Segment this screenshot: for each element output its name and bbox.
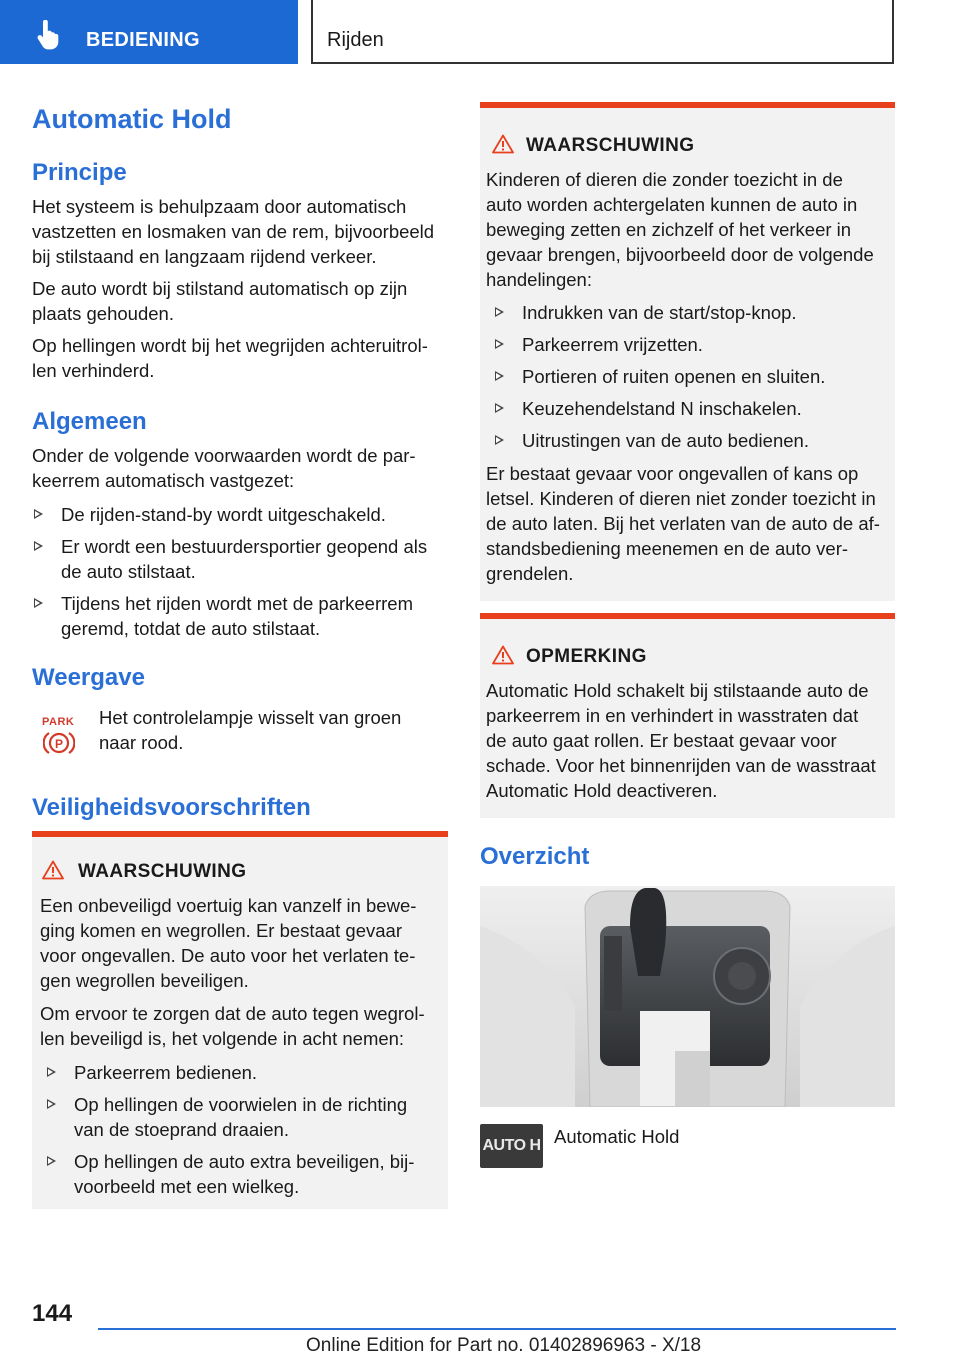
page-number: 144: [32, 1300, 73, 1327]
warning-title: WAARSCHUWING: [78, 861, 247, 882]
page-title: Automatic Hold: [32, 104, 232, 134]
list-item: Keuzehendelstand N inschakelen.: [493, 396, 888, 421]
list-item: Op hellingen de auto extra beveiligen, bij- voorbeeld met een wielkeg.: [45, 1149, 440, 1199]
warning-bullet-list: [45, 1060, 440, 1206]
principe-paragraph-1: Het systeem is behulpzaam door automatisch vastzetten en losmaken van de rem, bijvoorbeeld bij stilstaand en langzaam rijdend verkeer.: [32, 196, 435, 267]
principe-paragraph-3: Op hellingen wordt bij het wegrijden achteruitrol- len verhinderd.: [32, 335, 428, 381]
list-item: Uitrustingen van de auto bedienen.: [493, 428, 888, 453]
note-paragraph: Automatic Hold schakelt bij stilstaande auto de parkeerrem in en verhindert in wasstraten dat de auto gaat rollen. Er bestaat gevaar voor schade. Voor het binnenrijden van de wasstraat Automatic Hold deactiveren.: [486, 680, 876, 801]
footer-divider: [98, 1328, 896, 1330]
heading-principe: Principe: [32, 159, 127, 186]
heading-weergave: Weergave: [32, 664, 145, 691]
algemeen-intro: Onder de volgende voorwaarden wordt de par- keerrem automatisch vastgezet:: [32, 445, 416, 491]
auto-hold-caption: Automatic Hold: [554, 1126, 680, 1147]
list-item: Portieren of ruiten openen en sluiten.: [493, 364, 888, 389]
warning-paragraph-2: Om ervoor te zorgen dat de auto tegen wegrol- len beveiligd is, het volgende in acht nemen:: [40, 1003, 425, 1049]
warning-bullet-list: [493, 300, 888, 460]
svg-text:P: P: [54, 737, 64, 751]
heading-algemeen: Algemeen: [32, 408, 147, 435]
list-item: Op hellingen de voorwielen in de richting van de stoeprand draaien.: [45, 1092, 440, 1142]
heading-veiligheidsvoorschriften: Veiligheidsvoorschriften: [32, 794, 311, 821]
warning-paragraph-1: Kinderen of dieren die zonder toezicht in de auto worden achtergelaten kunnen de auto in beweging zetten en zichzelf of het verkeer in gevaar brengen, bijvoorbeeld door de volgende handelingen:: [486, 169, 874, 290]
warning-icon: [492, 645, 514, 665]
chapter-tab[interactable]: [0, 0, 298, 64]
section-title-box: [311, 0, 894, 64]
list-item: De rijden-stand-by wordt uitgeschakeld.: [32, 502, 452, 527]
footer-edition: Online Edition for Part no. 01402896963 - X/18: [306, 1335, 702, 1356]
principe-paragraph-2: De auto wordt bij stilstand automatisch op zijn plaats gehouden.: [32, 278, 408, 324]
note-title: OPMERKING: [526, 646, 647, 667]
heading-overzicht: Overzicht: [480, 843, 590, 870]
warning-icon: [492, 134, 514, 154]
algemeen-bullet-list: [32, 502, 452, 648]
warning-paragraph-1: Een onbeveiligd voertuig kan vanzelf in bewe- ging komen en wegrollen. Er bestaat gevaar voor ongevallen. De auto voor het verlaten te- gen wegrollen beveiligen.: [40, 895, 417, 991]
list-item: Tijdens het rijden wordt met de parkeerrem geremd, totdat de auto stilstaat.: [32, 591, 452, 641]
warning-box-right: [480, 102, 895, 601]
list-item: Indrukken van de start/stop-knop.: [493, 300, 888, 325]
weergave-text: Het controlelampje wisselt van groen naar rood.: [99, 707, 402, 753]
chapter-tab-label: BEDIENING: [86, 29, 200, 51]
warning-title: WAARSCHUWING: [526, 135, 695, 156]
park-indicator-icon: PARK P: [42, 716, 75, 751]
section-title: Rijden: [327, 29, 384, 51]
center-console-photo: [480, 886, 895, 1107]
list-item: Er wordt een bestuurdersportier geopend als de auto stilstaat.: [32, 534, 452, 584]
auto-hold-button-icon: AUTO H: [480, 1124, 543, 1168]
hand-pointer-icon: [36, 20, 64, 50]
list-item: Parkeerrem bedienen.: [45, 1060, 440, 1085]
warning-box-left: [32, 831, 448, 1209]
warning-icon: [42, 860, 64, 880]
warning-paragraph-2: Er bestaat gevaar voor ongevallen of kans op letsel. Kinderen of dieren niet zonder toezicht in de auto laten. Bij het verlaten van de auto de af- standsbediening meenemen en de auto ver- grendelen.: [486, 463, 880, 584]
list-item: Parkeerrem vrijzetten.: [493, 332, 888, 357]
note-box: [480, 613, 895, 818]
